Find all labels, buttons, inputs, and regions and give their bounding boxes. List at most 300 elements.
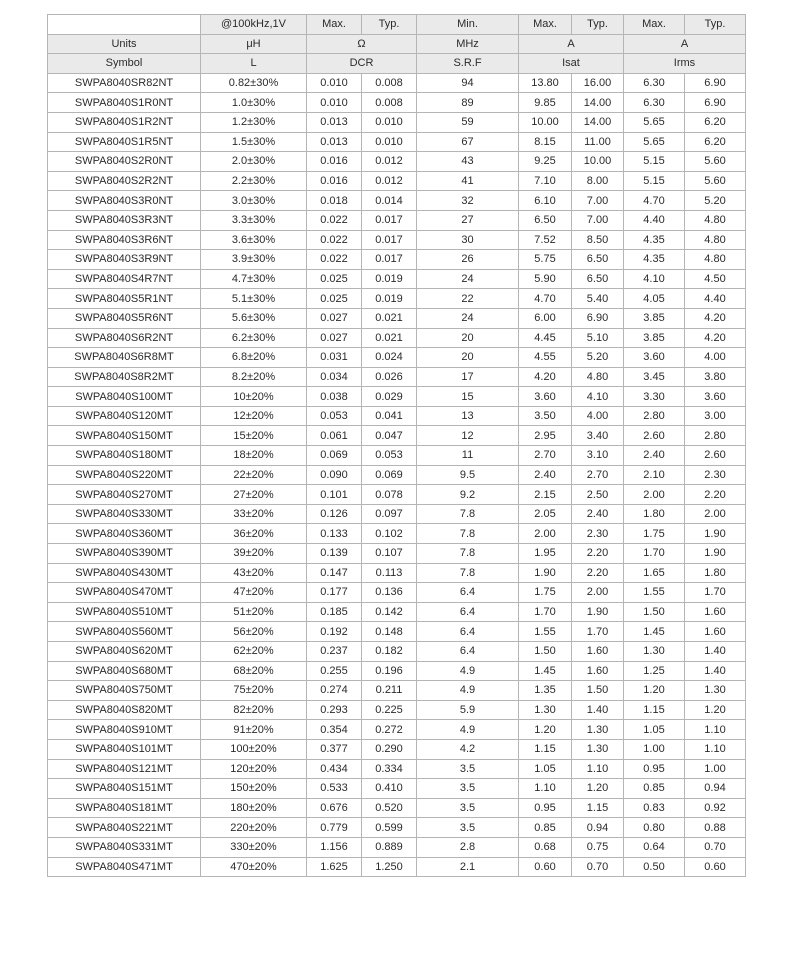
cell-dcr-max: 0.025: [307, 289, 362, 309]
cell-dcr-max: 0.354: [307, 720, 362, 740]
cell-inductance: 3.9±30%: [201, 250, 307, 270]
cell-dcr-max: 0.027: [307, 328, 362, 348]
cell-dcr-max: 0.027: [307, 308, 362, 328]
cell-srf-min: 2.8: [417, 837, 519, 857]
unit-srf-cell: MHz: [417, 34, 519, 54]
cell-isat-typ: 1.10: [572, 759, 624, 779]
cell-isat-max: 2.15: [519, 485, 572, 505]
cell-isat-typ: 0.75: [572, 837, 624, 857]
cell-inductance: 120±20%: [201, 759, 307, 779]
cell-isat-max: 1.30: [519, 700, 572, 720]
cell-srf-min: 7.8: [417, 563, 519, 583]
cell-dcr-typ: 0.008: [362, 93, 417, 113]
cell-srf-min: 89: [417, 93, 519, 113]
cell-isat-typ: 5.10: [572, 328, 624, 348]
cell-irms-typ: 1.90: [685, 524, 746, 544]
table-row: [48, 818, 746, 838]
cell-irms-max: 1.20: [624, 681, 685, 701]
cell-irms-typ: 0.88: [685, 818, 746, 838]
cell-srf-min: 4.9: [417, 681, 519, 701]
cell-symbol: SWPA8040S1R0NT: [48, 93, 201, 113]
header-isat-typ-cell: Typ.: [572, 15, 624, 35]
cell-srf-min: 24: [417, 308, 519, 328]
cell-irms-max: 0.85: [624, 779, 685, 799]
unit-irms-cell: A: [624, 34, 746, 54]
cell-isat-max: 2.40: [519, 465, 572, 485]
cell-srf-min: 22: [417, 289, 519, 309]
cell-irms-typ: 1.00: [685, 759, 746, 779]
cell-symbol: SWPA8040S220MT: [48, 465, 201, 485]
cell-symbol: SWPA8040S120MT: [48, 406, 201, 426]
cell-srf-min: 9.5: [417, 465, 519, 485]
cell-dcr-max: 0.018: [307, 191, 362, 211]
cell-irms-max: 1.00: [624, 739, 685, 759]
cell-srf-min: 7.8: [417, 524, 519, 544]
cell-irms-max: 6.30: [624, 73, 685, 93]
cell-irms-typ: 1.60: [685, 622, 746, 642]
cell-irms-typ: 6.20: [685, 132, 746, 152]
cell-dcr-typ: 0.102: [362, 524, 417, 544]
cell-dcr-max: 0.010: [307, 73, 362, 93]
cell-irms-max: 6.30: [624, 93, 685, 113]
cell-isat-max: 7.10: [519, 171, 572, 191]
cell-dcr-typ: 0.069: [362, 465, 417, 485]
cell-isat-max: 1.45: [519, 661, 572, 681]
cell-dcr-typ: 0.211: [362, 681, 417, 701]
cell-symbol: SWPA8040S470MT: [48, 583, 201, 603]
cell-inductance: 470±20%: [201, 857, 307, 877]
cell-isat-max: 1.10: [519, 779, 572, 799]
cell-dcr-typ: 0.334: [362, 759, 417, 779]
cell-dcr-typ: 0.097: [362, 504, 417, 524]
cell-inductance: 330±20%: [201, 837, 307, 857]
cell-irms-typ: 0.70: [685, 837, 746, 857]
cell-isat-typ: 0.70: [572, 857, 624, 877]
cell-isat-max: 8.15: [519, 132, 572, 152]
table-row: [48, 93, 746, 113]
cell-isat-typ: 1.50: [572, 681, 624, 701]
cell-symbol: SWPA8040S3R0NT: [48, 191, 201, 211]
cell-isat-typ: 2.50: [572, 485, 624, 505]
header-dcr-typ-cell: Typ.: [362, 15, 417, 35]
cell-dcr-max: 0.038: [307, 387, 362, 407]
param-srf-cell: S.R.F: [417, 54, 519, 74]
cell-isat-typ: 1.20: [572, 779, 624, 799]
cell-dcr-max: 0.293: [307, 700, 362, 720]
cell-symbol: SWPA8040S331MT: [48, 837, 201, 857]
cell-inductance: 33±20%: [201, 504, 307, 524]
cell-inductance: 62±20%: [201, 642, 307, 662]
cell-irms-typ: 4.80: [685, 250, 746, 270]
table-row: [48, 426, 746, 446]
cell-symbol: SWPA8040S330MT: [48, 504, 201, 524]
cell-inductance: 1.2±30%: [201, 112, 307, 132]
cell-srf-min: 3.5: [417, 759, 519, 779]
cell-dcr-typ: 0.225: [362, 700, 417, 720]
cell-srf-min: 3.5: [417, 798, 519, 818]
table-row: [48, 602, 746, 622]
cell-irms-typ: 6.90: [685, 73, 746, 93]
table-row: [48, 798, 746, 818]
cell-irms-max: 4.35: [624, 250, 685, 270]
cell-irms-max: 2.80: [624, 406, 685, 426]
cell-dcr-max: 0.139: [307, 544, 362, 564]
cell-inductance: 18±20%: [201, 446, 307, 466]
cell-irms-max: 1.30: [624, 642, 685, 662]
cell-inductance: 8.2±20%: [201, 367, 307, 387]
table-row: [48, 661, 746, 681]
cell-symbol: SWPA8040S5R1NT: [48, 289, 201, 309]
cell-irms-max: 1.65: [624, 563, 685, 583]
param-isat-cell: Isat: [519, 54, 624, 74]
table-row: [48, 779, 746, 799]
table-row: [48, 700, 746, 720]
cell-isat-max: 1.20: [519, 720, 572, 740]
cell-dcr-max: 0.061: [307, 426, 362, 446]
header-isat-max-cell: Max.: [519, 15, 572, 35]
cell-irms-typ: 2.30: [685, 465, 746, 485]
cell-srf-min: 30: [417, 230, 519, 250]
cell-inductance: 220±20%: [201, 818, 307, 838]
cell-irms-typ: 1.40: [685, 661, 746, 681]
cell-symbol: SWPA8040SR82NT: [48, 73, 201, 93]
cell-inductance: 51±20%: [201, 602, 307, 622]
cell-srf-min: 13: [417, 406, 519, 426]
table-row: [48, 465, 746, 485]
cell-dcr-typ: 0.012: [362, 171, 417, 191]
table-body: [48, 73, 746, 876]
cell-symbol: SWPA8040S4R7NT: [48, 269, 201, 289]
table-row: [48, 563, 746, 583]
cell-dcr-max: 0.069: [307, 446, 362, 466]
table-row: [48, 73, 746, 93]
cell-isat-typ: 10.00: [572, 152, 624, 172]
cell-inductance: 1.0±30%: [201, 93, 307, 113]
cell-dcr-typ: 0.019: [362, 269, 417, 289]
cell-inductance: 75±20%: [201, 681, 307, 701]
cell-irms-typ: 5.60: [685, 171, 746, 191]
table-row: [48, 857, 746, 877]
header-row-params: [48, 54, 746, 74]
cell-dcr-typ: 0.026: [362, 367, 417, 387]
table-row: [48, 269, 746, 289]
cell-dcr-max: 0.016: [307, 152, 362, 172]
header-irms-typ-cell: Typ.: [685, 15, 746, 35]
cell-irms-max: 4.35: [624, 230, 685, 250]
cell-isat-typ: 14.00: [572, 112, 624, 132]
param-dcr-cell: DCR: [307, 54, 417, 74]
cell-inductance: 5.6±30%: [201, 308, 307, 328]
table-row: [48, 328, 746, 348]
unit-inductance-cell: μH: [201, 34, 307, 54]
cell-irms-max: 4.10: [624, 269, 685, 289]
cell-irms-typ: 4.20: [685, 308, 746, 328]
cell-dcr-max: 0.779: [307, 818, 362, 838]
cell-isat-max: 10.00: [519, 112, 572, 132]
cell-dcr-max: 0.022: [307, 230, 362, 250]
cell-symbol: SWPA8040S270MT: [48, 485, 201, 505]
cell-symbol: SWPA8040S2R0NT: [48, 152, 201, 172]
table-row: [48, 367, 746, 387]
cell-irms-max: 4.05: [624, 289, 685, 309]
cell-dcr-typ: 0.889: [362, 837, 417, 857]
cell-isat-typ: 6.50: [572, 269, 624, 289]
cell-isat-max: 1.35: [519, 681, 572, 701]
cell-irms-typ: 1.20: [685, 700, 746, 720]
cell-isat-typ: 6.90: [572, 308, 624, 328]
table-row: [48, 485, 746, 505]
cell-irms-max: 1.45: [624, 622, 685, 642]
cell-symbol: SWPA8040S5R6NT: [48, 308, 201, 328]
cell-dcr-typ: 0.019: [362, 289, 417, 309]
cell-dcr-max: 0.031: [307, 348, 362, 368]
cell-srf-min: 41: [417, 171, 519, 191]
cell-dcr-max: 0.090: [307, 465, 362, 485]
cell-irms-max: 2.00: [624, 485, 685, 505]
table-row: [48, 524, 746, 544]
cell-dcr-max: 0.533: [307, 779, 362, 799]
cell-isat-max: 0.95: [519, 798, 572, 818]
cell-dcr-max: 0.126: [307, 504, 362, 524]
cell-inductance: 39±20%: [201, 544, 307, 564]
cell-irms-typ: 5.20: [685, 191, 746, 211]
cell-srf-min: 24: [417, 269, 519, 289]
cell-isat-max: 3.50: [519, 406, 572, 426]
cell-dcr-typ: 0.410: [362, 779, 417, 799]
table-row: [48, 289, 746, 309]
cell-dcr-max: 0.676: [307, 798, 362, 818]
cell-dcr-typ: 0.148: [362, 622, 417, 642]
cell-srf-min: 15: [417, 387, 519, 407]
cell-isat-typ: 1.30: [572, 739, 624, 759]
cell-dcr-max: 0.147: [307, 563, 362, 583]
cell-symbol: SWPA8040S101MT: [48, 739, 201, 759]
cell-irms-typ: 0.60: [685, 857, 746, 877]
cell-isat-max: 2.00: [519, 524, 572, 544]
cell-dcr-max: 0.274: [307, 681, 362, 701]
cell-isat-typ: 1.90: [572, 602, 624, 622]
header-blank-cell: [48, 15, 201, 35]
cell-inductance: 100±20%: [201, 739, 307, 759]
cell-irms-typ: 1.60: [685, 602, 746, 622]
cell-inductance: 27±20%: [201, 485, 307, 505]
cell-symbol: SWPA8040S471MT: [48, 857, 201, 877]
cell-dcr-typ: 0.520: [362, 798, 417, 818]
cell-symbol: SWPA8040S3R9NT: [48, 250, 201, 270]
cell-inductance: 150±20%: [201, 779, 307, 799]
cell-dcr-typ: 0.078: [362, 485, 417, 505]
cell-irms-typ: 1.10: [685, 739, 746, 759]
cell-dcr-typ: 1.250: [362, 857, 417, 877]
cell-dcr-max: 0.034: [307, 367, 362, 387]
cell-symbol: SWPA8040S100MT: [48, 387, 201, 407]
table-row: [48, 387, 746, 407]
cell-symbol: SWPA8040S151MT: [48, 779, 201, 799]
cell-srf-min: 7.8: [417, 504, 519, 524]
cell-dcr-typ: 0.008: [362, 73, 417, 93]
cell-srf-min: 27: [417, 210, 519, 230]
inductor-spec-table: [47, 14, 746, 877]
cell-srf-min: 43: [417, 152, 519, 172]
cell-dcr-max: 0.013: [307, 132, 362, 152]
cell-irms-typ: 0.92: [685, 798, 746, 818]
cell-irms-typ: 2.20: [685, 485, 746, 505]
cell-symbol: SWPA8040S1R2NT: [48, 112, 201, 132]
cell-dcr-max: 0.013: [307, 112, 362, 132]
cell-dcr-max: 0.377: [307, 739, 362, 759]
table-row: [48, 720, 746, 740]
cell-srf-min: 9.2: [417, 485, 519, 505]
cell-inductance: 91±20%: [201, 720, 307, 740]
cell-isat-max: 9.85: [519, 93, 572, 113]
cell-dcr-max: 1.156: [307, 837, 362, 857]
cell-srf-min: 3.5: [417, 818, 519, 838]
cell-dcr-typ: 0.182: [362, 642, 417, 662]
cell-isat-typ: 3.40: [572, 426, 624, 446]
cell-isat-max: 1.90: [519, 563, 572, 583]
cell-srf-min: 6.4: [417, 622, 519, 642]
cell-symbol: SWPA8040S3R6NT: [48, 230, 201, 250]
cell-srf-min: 67: [417, 132, 519, 152]
cell-isat-typ: 1.40: [572, 700, 624, 720]
cell-inductance: 47±20%: [201, 583, 307, 603]
cell-isat-max: 1.15: [519, 739, 572, 759]
cell-inductance: 82±20%: [201, 700, 307, 720]
cell-isat-typ: 1.60: [572, 661, 624, 681]
header-row-units: [48, 34, 746, 54]
header-srf-min-cell: Min.: [417, 15, 519, 35]
cell-irms-typ: 1.40: [685, 642, 746, 662]
cell-dcr-typ: 0.017: [362, 210, 417, 230]
cell-isat-max: 5.90: [519, 269, 572, 289]
cell-irms-max: 1.25: [624, 661, 685, 681]
cell-symbol: SWPA8040S390MT: [48, 544, 201, 564]
cell-isat-max: 2.05: [519, 504, 572, 524]
cell-inductance: 2.0±30%: [201, 152, 307, 172]
cell-irms-max: 1.05: [624, 720, 685, 740]
cell-dcr-typ: 0.142: [362, 602, 417, 622]
cell-isat-max: 1.70: [519, 602, 572, 622]
cell-irms-max: 3.45: [624, 367, 685, 387]
cell-dcr-max: 0.053: [307, 406, 362, 426]
cell-isat-typ: 16.00: [572, 73, 624, 93]
cell-dcr-max: 0.016: [307, 171, 362, 191]
cell-inductance: 3.6±30%: [201, 230, 307, 250]
cell-srf-min: 4.9: [417, 661, 519, 681]
table-row: [48, 837, 746, 857]
cell-isat-typ: 2.00: [572, 583, 624, 603]
cell-irms-typ: 6.90: [685, 93, 746, 113]
cell-isat-max: 7.52: [519, 230, 572, 250]
cell-dcr-typ: 0.017: [362, 230, 417, 250]
cell-srf-min: 59: [417, 112, 519, 132]
cell-isat-typ: 2.30: [572, 524, 624, 544]
cell-isat-typ: 1.15: [572, 798, 624, 818]
table-row: [48, 681, 746, 701]
cell-dcr-typ: 0.010: [362, 132, 417, 152]
cell-dcr-max: 0.133: [307, 524, 362, 544]
cell-dcr-typ: 0.010: [362, 112, 417, 132]
cell-inductance: 4.7±30%: [201, 269, 307, 289]
cell-isat-typ: 5.20: [572, 348, 624, 368]
cell-irms-max: 3.60: [624, 348, 685, 368]
cell-irms-max: 0.95: [624, 759, 685, 779]
table-row: [48, 210, 746, 230]
cell-irms-max: 0.64: [624, 837, 685, 857]
cell-isat-max: 4.20: [519, 367, 572, 387]
cell-srf-min: 20: [417, 348, 519, 368]
cell-symbol: SWPA8040S180MT: [48, 446, 201, 466]
header-irms-max-cell: Max.: [624, 15, 685, 35]
cell-isat-max: 2.70: [519, 446, 572, 466]
cell-dcr-max: 0.025: [307, 269, 362, 289]
cell-irms-max: 1.75: [624, 524, 685, 544]
cell-symbol: SWPA8040S6R2NT: [48, 328, 201, 348]
cell-dcr-typ: 0.014: [362, 191, 417, 211]
cell-inductance: 43±20%: [201, 563, 307, 583]
cell-srf-min: 17: [417, 367, 519, 387]
cell-irms-max: 1.70: [624, 544, 685, 564]
cell-symbol: SWPA8040S430MT: [48, 563, 201, 583]
cell-srf-min: 4.9: [417, 720, 519, 740]
cell-dcr-typ: 0.021: [362, 328, 417, 348]
cell-dcr-max: 0.022: [307, 250, 362, 270]
cell-dcr-typ: 0.290: [362, 739, 417, 759]
cell-irms-max: 0.83: [624, 798, 685, 818]
cell-irms-max: 3.85: [624, 308, 685, 328]
cell-symbol: SWPA8040S3R3NT: [48, 210, 201, 230]
cell-irms-typ: 1.70: [685, 583, 746, 603]
cell-irms-typ: 4.00: [685, 348, 746, 368]
cell-irms-typ: 6.20: [685, 112, 746, 132]
table-row: [48, 739, 746, 759]
unit-dcr-cell: Ω: [307, 34, 417, 54]
table-row: [48, 504, 746, 524]
cell-isat-max: 1.50: [519, 642, 572, 662]
cell-isat-typ: 2.40: [572, 504, 624, 524]
table-row: [48, 152, 746, 172]
cell-isat-max: 9.25: [519, 152, 572, 172]
table-row: [48, 171, 746, 191]
cell-irms-typ: 4.20: [685, 328, 746, 348]
cell-dcr-max: 0.022: [307, 210, 362, 230]
cell-irms-max: 1.55: [624, 583, 685, 603]
cell-irms-typ: 4.40: [685, 289, 746, 309]
table-row: [48, 583, 746, 603]
cell-srf-min: 4.2: [417, 739, 519, 759]
cell-irms-max: 2.10: [624, 465, 685, 485]
cell-symbol: SWPA8040S2R2NT: [48, 171, 201, 191]
cell-irms-max: 5.65: [624, 112, 685, 132]
cell-isat-typ: 4.10: [572, 387, 624, 407]
cell-dcr-typ: 0.136: [362, 583, 417, 603]
cell-symbol: SWPA8040S150MT: [48, 426, 201, 446]
cell-isat-max: 1.95: [519, 544, 572, 564]
cell-isat-typ: 0.94: [572, 818, 624, 838]
cell-isat-max: 4.55: [519, 348, 572, 368]
cell-isat-max: 1.55: [519, 622, 572, 642]
cell-dcr-typ: 0.599: [362, 818, 417, 838]
cell-inductance: 15±20%: [201, 426, 307, 446]
table-row: [48, 230, 746, 250]
cell-isat-typ: 1.30: [572, 720, 624, 740]
cell-irms-max: 5.15: [624, 171, 685, 191]
cell-srf-min: 5.9: [417, 700, 519, 720]
cell-dcr-max: 0.185: [307, 602, 362, 622]
cell-symbol: SWPA8040S680MT: [48, 661, 201, 681]
table-row: [48, 759, 746, 779]
cell-isat-max: 3.60: [519, 387, 572, 407]
